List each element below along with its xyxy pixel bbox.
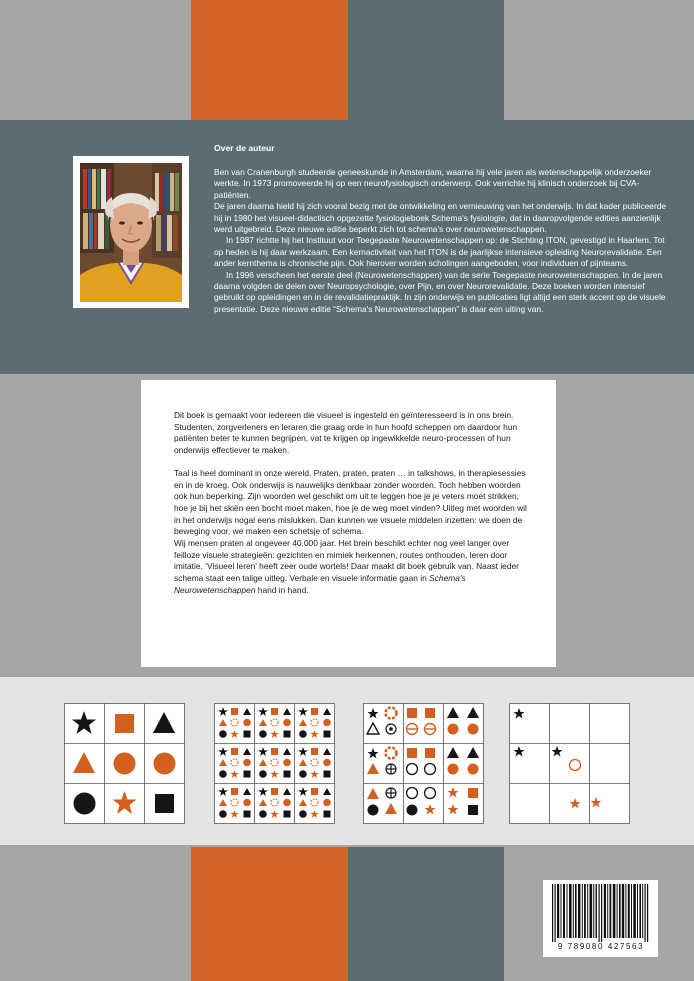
isbn-number: 9 789080 427563 (557, 942, 645, 951)
star-shape (72, 711, 96, 734)
slate-block-top (348, 0, 504, 120)
author-paragraph: Ben van Cranenburgh studeerde geneeskunde in Amsterdam, waarna hij vele jaren als wetenschappelijk onderzoeker werkte. In 1973 promoveerde hij op een neurofysiologisch onderwerp. Ook verrichte hij klinisch onderzoek bij CVA-patiënten. (214, 167, 652, 200)
top-color-band (0, 0, 694, 120)
author-paragraph: In 1987 richtte hij het Instituut voor Toegepaste Neurowetenschappen op: de Stichting ITON, gevestigd in Haarlem. Tot op heden is hij daar werkzaam. Een kernactiviteit van het ITON is de jaarlijkse intensieve opleiding Neurorevalidatie. Een ander kernthema is chronische pijn. Ook hierover worden scholingen aangeboden, voor individuen of pijnteams. (214, 235, 665, 269)
triangle-shape (73, 752, 95, 773)
author-paragraph: In 1996 verscheen het eerste deel (Neurowetenschappen) van de serie Toegepaste neurowetenschappen. In de jaren daarna volgden de delen over Neuropsychologie, over Pijn, en over Neurorevalidatie. Deze boeken worden intensief gebruikt op opleidingen en in de revalidatiepraktijk. In zijn onderwijs en publicaties ligt altijd een sterk accent op de visuele presentatie. Deze nieuwe editie “Schema's Neurowetenschappen” is daar een uiting van. (214, 269, 666, 314)
circle-shape (154, 753, 176, 775)
shape-grid-1 (64, 703, 185, 824)
author-bio (214, 167, 674, 315)
slate-block-bottom (348, 847, 504, 981)
author-heading: Over de auteur (214, 143, 275, 153)
intro-text (174, 410, 529, 597)
intro-paragraph-3-start: Wij mensen praten al ongeveer 40.000 jaar. Het brein beschikt echter nog veel langer over feilloze visuele strategieën: gezichten en mimiek herkennen, routes onthouden, leren door imitatie. ‘Visueel leren’ heeft zeer oude wortels! Daar maakt dit boek gebruik van. Naast ieder schema staat een talige uitleg. Verbale en visuele informatie gaan in (174, 538, 519, 584)
barcode (548, 884, 653, 942)
author-photo (80, 163, 182, 302)
triangle-shape (153, 712, 175, 733)
square-shape (115, 714, 134, 733)
shape-grid-3 (363, 703, 484, 824)
author-paragraph: De jaren daarna hield hij zich vooral bezig met de ontwikkeling en vernieuwing van het onderwijs. In dat kader publiceerde hij in 1980 het visueel-didactisch opgezette fysiologieboek Schema's fysiologie, dat in daaropvolgende edities aanzienlijk werd uitgebreid. Deze nieuwe editie beperkt zich tot schema's over neurowetenschappen. (214, 201, 667, 235)
circle-shape (74, 793, 96, 815)
square-shape (155, 794, 174, 813)
intro-paragraph-3 (174, 538, 529, 597)
orange-block-top (191, 0, 348, 120)
circle-shape (114, 753, 136, 775)
intro-paragraph-3-end: hand in hand. (255, 584, 309, 595)
shape-grid-2 (214, 703, 335, 824)
shape-grid-4 (509, 703, 630, 824)
star-shape (113, 791, 137, 814)
orange-block-bottom (191, 847, 348, 981)
intro-paragraph-2: Taal is heel dominant in onze wereld. Praten, praten, praten … in talkshows, in therapiesessies en in de kroeg. Ook onderwijs is nauwelijks denkbaar zonder woorden. Toch hebben woorden ook hun beperking. Zijn woorden wel geschikt om uit te leggen hoe je je veters moet strikken, hoe je bij het skiën een bocht moet maken, hoe je de weg moet vinden? Uitleg met woorden wil in het onderwijs nogal eens mislukken. Dan kunnen we visuele middelen inzetten: we doen de beweging voor, we maken een schetsje of schema. (174, 467, 527, 537)
intro-paragraph-1: Dit boek is gemaakt voor iedereen die visueel is ingesteld en geïnteresseerd is in ons brein. Studenten, zorgverleners en leraren die graag orde in hun hoofd scheppen om daardoor hun patiënten beter te kunnen begrijpen, vat te krijgen op ingewikkelde neuro-processen of hun onderwijs effectiever te maken. (174, 410, 518, 456)
book-title: Schema's Neurowetenschappen (174, 573, 466, 595)
